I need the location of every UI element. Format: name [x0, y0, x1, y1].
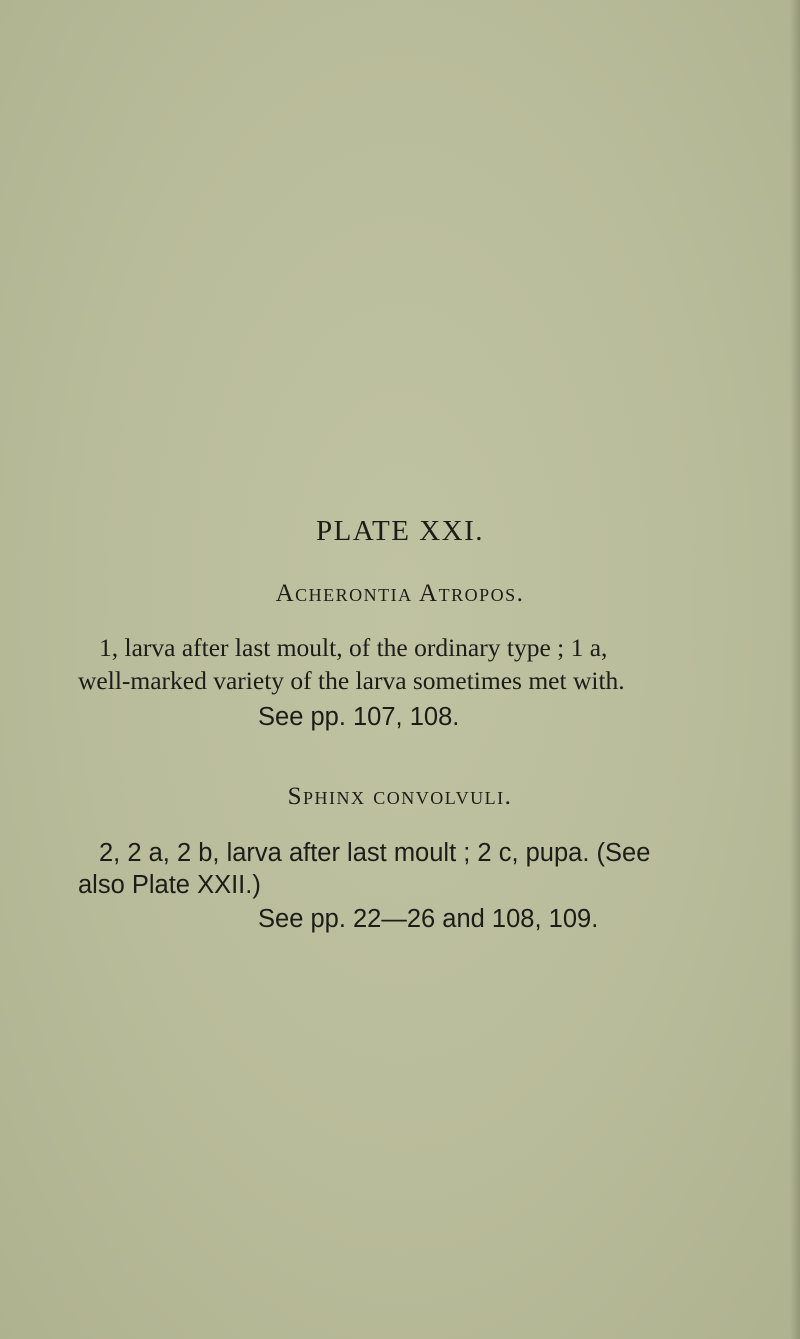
page-edge-shadow — [790, 0, 800, 1339]
description-2-line-1: 2, 2 a, 2 b, larva after last moult ; 2 c, pupa. (See — [99, 839, 651, 867]
species-name: Sphinx convolvuli. — [287, 783, 513, 810]
plate-title: PLATE XXI. — [315, 515, 485, 547]
species-heading-sphinx — [0, 783, 800, 811]
page-reference-2: See pp. 22—26 and 108, 109. — [258, 905, 599, 933]
description-1-line-1: 1, larva after last moult, of the ordinary type ; 1 a, — [99, 633, 608, 662]
species-heading-acherontia — [0, 580, 800, 608]
page-reference-1: See pp. 107, 108. — [258, 703, 460, 731]
species-name: Acherontia Atropos. — [275, 580, 525, 607]
description-2-line-2: also Plate XXII.) — [78, 871, 261, 899]
description-1-line-2: well-marked variety of the larva sometimes met with. — [78, 666, 625, 695]
